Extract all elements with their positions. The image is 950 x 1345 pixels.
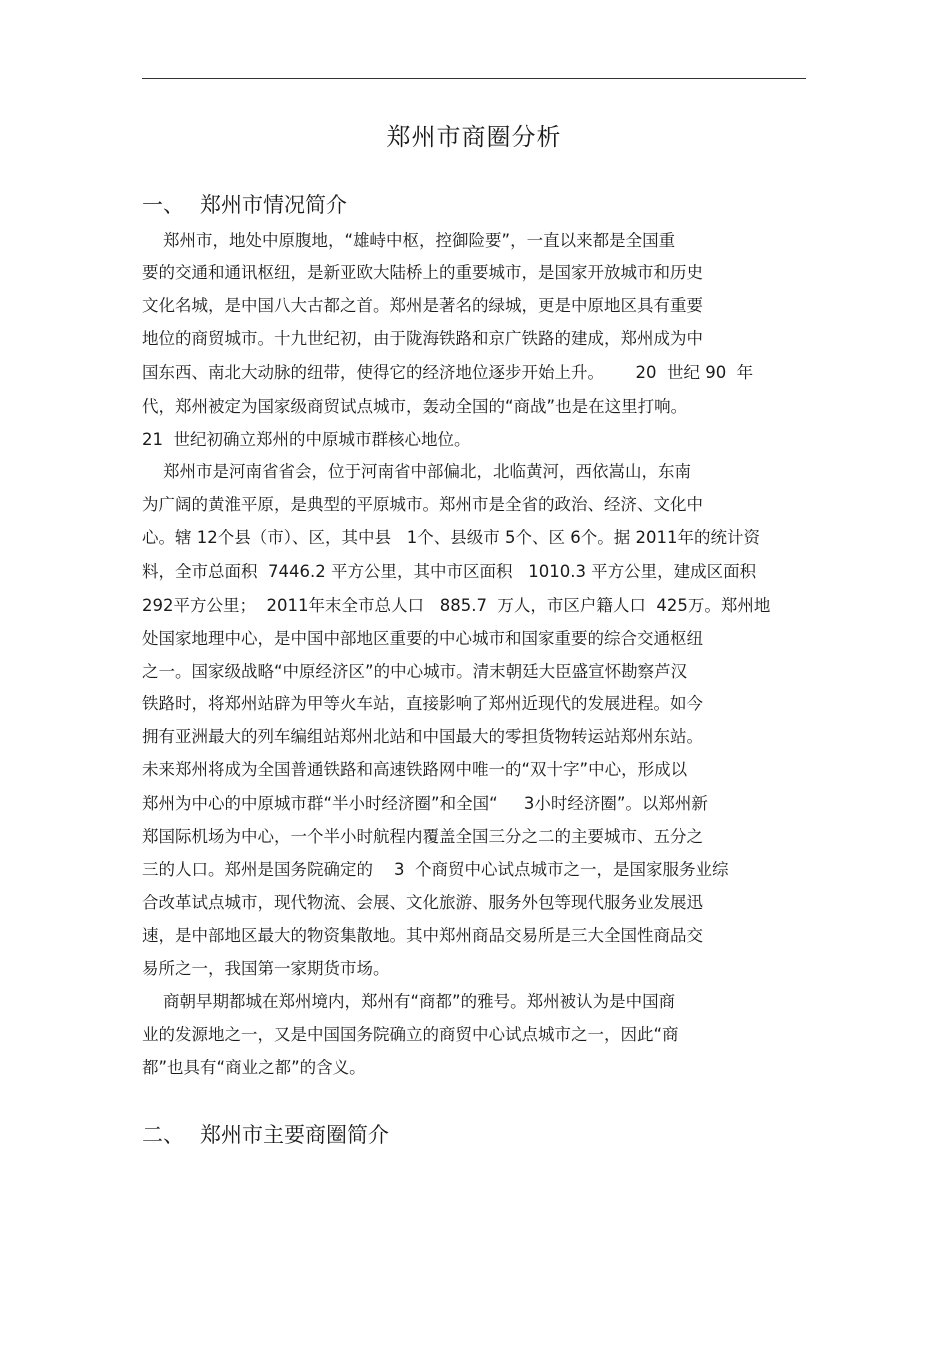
text-line: 拥有亚洲最大的列车编组站郑州北站和中国最大的零担货物转运站郑州东站。 [142, 727, 703, 746]
document-title: 郑州市商圈分析 [386, 123, 562, 151]
text-line: 三的人口。郑州是国务院确定的 3 个商贸中心试点城市之一，是国家服务业综 [142, 860, 729, 879]
text-line: 文化名城，是中国八大古都之首。郑州是著名的绿城，更是中原地区具有重要 [142, 296, 703, 315]
text-line: 商朝早期都城在郑州境内，郑州有“商都”的雅号。郑州被认为是中国商 [142, 992, 676, 1011]
text-line: 易所之一，我国第一家期货市场。 [142, 959, 390, 978]
text-line: 国东西、南北大动脉的纽带，使得它的经济地位逐步开始上升。 20 世纪 90 年 [142, 363, 754, 382]
section-number: 一、 [142, 193, 184, 217]
section-title: 郑州市情况简介 [200, 193, 347, 217]
section-number: 二、 [142, 1123, 184, 1147]
text-line: 料，全市总面积 7446.2 平方公里，其中市区面积 1010.3 平方公里，建成区面积 [142, 562, 757, 581]
text-line: 都”也具有“商业之都”的含义。 [142, 1058, 366, 1077]
section-heading-1 [142, 190, 347, 220]
text-line: 292平方公里； 2011年末全市总人口 885.7 万人，市区户籍人口 425万。郑州地 [142, 596, 771, 615]
text-line: 之一。国家级战略“中原经济区”的中心城市。清末朝廷大臣盛宣怀勘察芦汉 [142, 662, 688, 681]
text-line: 未来郑州将成为全国普通铁路和高速铁路网中唯一的“双十字”中心，形成以 [142, 760, 688, 779]
text-line: 业的发源地之一，又是中国国务院确立的商贸中心试点城市之一，因此“商 [142, 1025, 679, 1044]
section-heading-2 [142, 1120, 389, 1150]
text-line: 处国家地理中心，是中国中部地区重要的中心城市和国家重要的综合交通枢纽 [142, 629, 703, 648]
text-line: 21 世纪初确立郑州的中原城市群核心地位。 [142, 430, 471, 449]
text-line: 铁路时，将郑州站辟为甲等火车站，直接影响了郑州近现代的发展进程。如今 [142, 694, 703, 713]
text-line: 要的交通和通讯枢纽，是新亚欧大陆桥上的重要城市，是国家开放城市和历史 [142, 263, 703, 282]
text-line: 为广阔的黄淮平原，是典型的平原城市。郑州市是全省的政治、经济、文化中 [142, 495, 703, 514]
text-line: 郑州为中心的中原城市群“半小时经济圈”和全国“ 3小时经济圈”。以郑州新 [142, 794, 708, 813]
text-line: 速，是中部地区最大的物资集散地。其中郑州商品交易所是三大全国性商品交 [142, 926, 703, 945]
text-line: 地位的商贸城市。十九世纪初，由于陇海铁路和京广铁路的建成，郑州成为中 [142, 329, 703, 348]
text-line: 合改革试点城市，现代物流、会展、文化旅游、服务外包等现代服务业发展迅 [142, 893, 703, 912]
text-line: 郑国际机场为中心，一个半小时航程内覆盖全国三分之二的主要城市、五分之 [142, 827, 703, 846]
text-line: 郑州市，地处中原腹地，“雄峙中枢，控御险要”，一直以来都是全国重 [142, 231, 676, 250]
text-line: 郑州市是河南省省会，位于河南省中部偏北，北临黄河，西依嵩山，东南 [142, 462, 691, 481]
text-line: 代，郑州被定为国家级商贸试点城市，轰动全国的“商战”也是在这里打响。 [142, 397, 688, 416]
text-line: 心。辖 12个县（市）、区，其中县 1个、县级市 5个、区 6个。据 2011年的统计资 [142, 528, 760, 547]
section-title: 郑州市主要商圈简介 [200, 1123, 389, 1147]
header-rule [142, 78, 806, 79]
